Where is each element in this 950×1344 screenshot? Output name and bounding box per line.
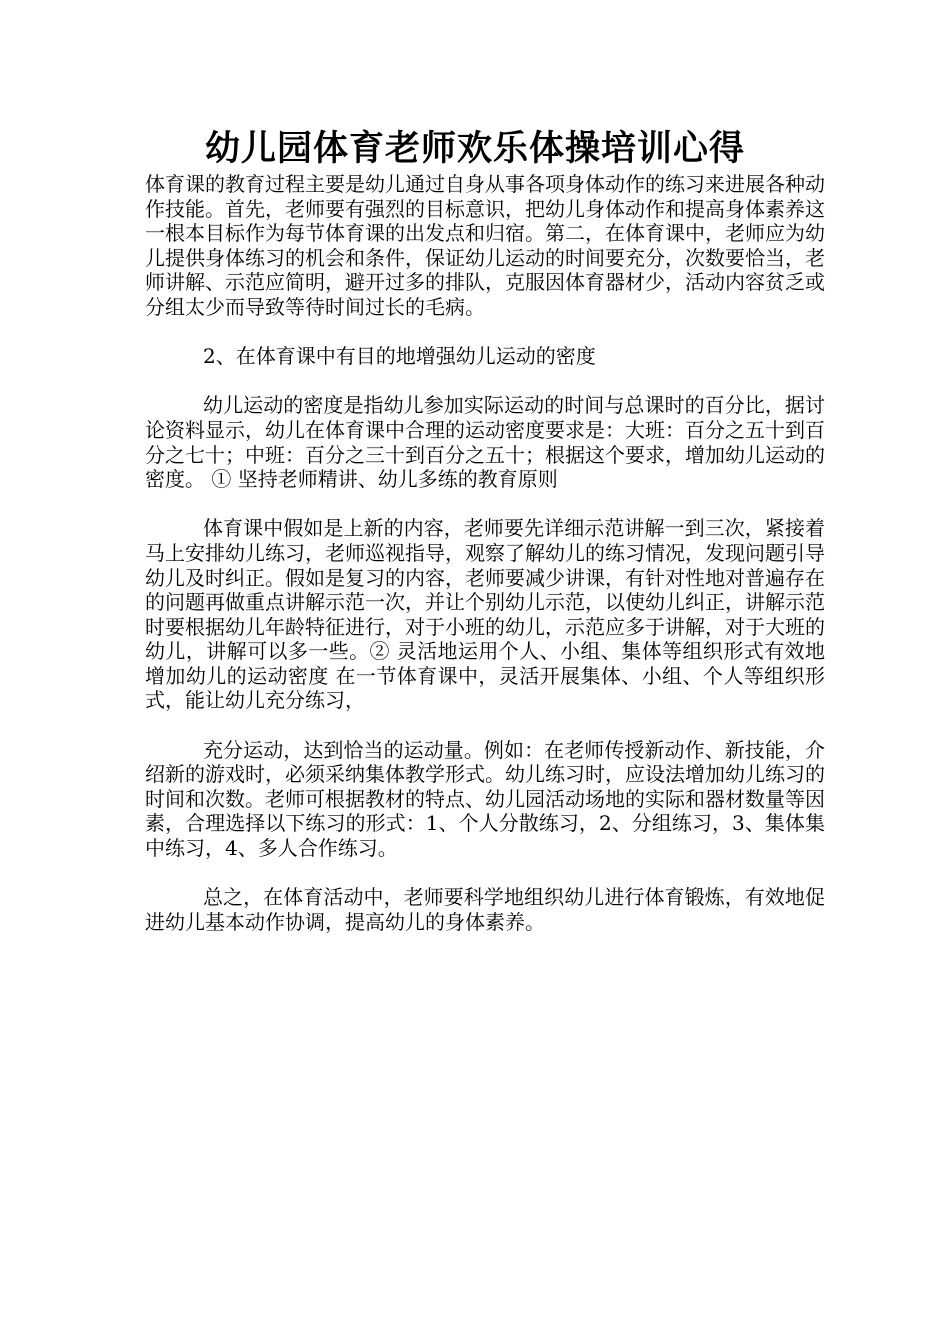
paragraph-exercise-forms: 充分运动，达到恰当的运动量。例如：在老师传授新动作、新技能，介绍新的游戏时，必须采纳集体教学形式。幼儿练习时，应设法增加幼儿练习的时间和次数。老师可根据教材的特点、幼儿园活动场地的实际和器材数量等因素，合理选择以下练习的形式：1、个人分散练习，2、分组练习，3、集体集中练习，4、多人合作练习。 <box>145 737 825 861</box>
paragraph-section-heading: 2、在体育课中有目的地增强幼儿运动的密度 <box>203 344 596 369</box>
paragraph-density: 幼儿运动的密度是指幼儿参加实际运动的时间与总课时的百分比，据讨论资料显示，幼儿在体育课中合理的运动密度要求是：大班：百分之五十到百分之七十；中班：百分之三十到百分之五十；根据这个要求，增加幼儿运动的密度。 ① 坚持老师精讲、幼儿多练的教育原则 <box>145 393 825 492</box>
paragraph-intro: 体育课的教育过程主要是幼儿通过自身从事各项身体动作的练习来进展各种动作技能。首先，老师要有强烈的目标意识，把幼儿身体动作和提高身体素养这一根本目标作为每节体育课的出发点和归宿。第二，在体育课中，老师应为幼儿提供身体练习的机会和条件，保证幼儿运动的时间要充分，次数要恰当，老师讲解、示范应简明，避开过多的排队，克服因体育器材少，活动内容贫乏或分组太少而导致等待时间过长的毛病。 <box>145 172 825 319</box>
document-title: 幼儿园体育老师欢乐体操培训心得 <box>204 128 745 169</box>
paragraph-new-content: 体育课中假如是上新的内容，老师要先详细示范讲解一到三次，紧接着马上安排幼儿练习，老师巡视指导，观察了解幼儿的练习情况，发现问题引导幼儿及时纠正。假如是复习的内容，老师要减少讲课，有针对性地对普遍存在的问题再做重点讲解示范一次，并让个别幼儿示范，以使幼儿纠正，讲解示范时要根据幼儿年龄特征进行，对于小班的幼儿，示范应多于讲解，对于大班的幼儿，讲解可以多一些。② 灵活地运用个人、小组、集体等组织形式有效地增加幼儿的运动密度 在一节体育课中，灵活开展集体、小组、个人等组织形式，能让幼儿充分练习， <box>145 516 825 713</box>
paragraph-conclusion: 总之，在体育活动中，老师要科学地组织幼儿进行体育锻炼，有效地促进幼儿基本动作协调，提高幼儿的身体素养。 <box>145 885 825 934</box>
document-body <box>145 172 825 934</box>
